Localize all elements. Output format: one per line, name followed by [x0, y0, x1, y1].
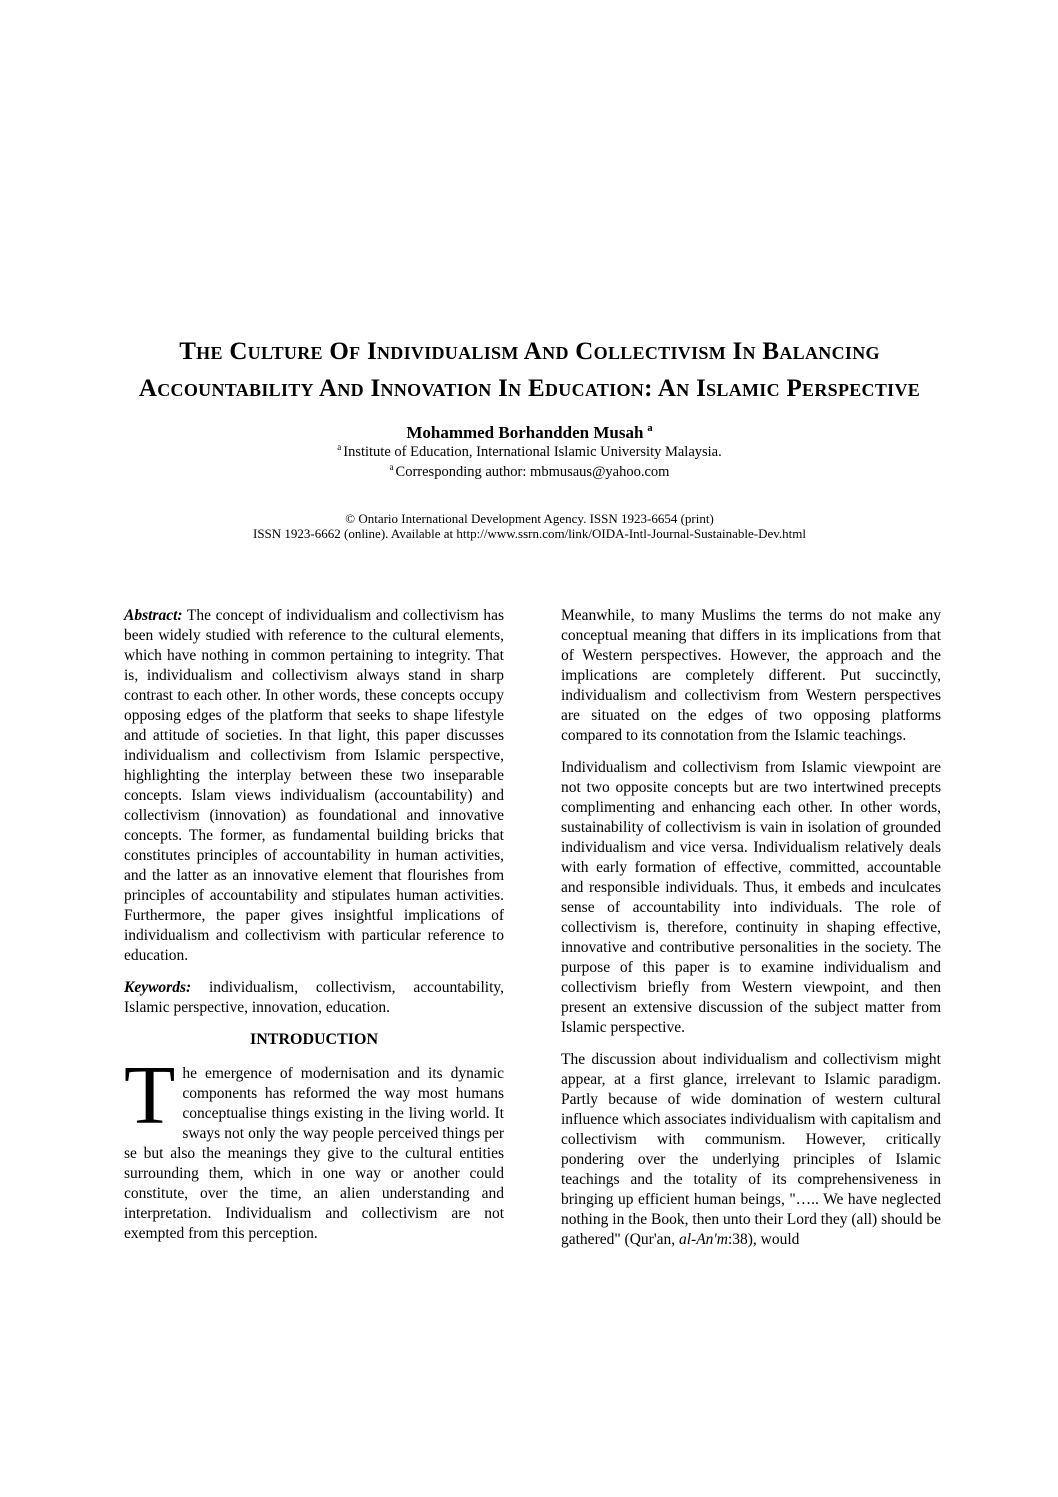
keywords-text: individualism, collectivism, accountability, Islamic perspective, innovation, education. — [124, 979, 504, 1016]
intro-dropcap: T — [124, 1049, 176, 1142]
publisher-block — [121, 511, 938, 541]
body-paragraph-islamic-viewpoint: Individualism and collectivism from Islamic viewpoint are not two opposite concepts but are two intertwined precepts complimenting and enhancing each other. In other words, sustainability of collectivism is vain in isolation of grounded individualism and vice versa. Individualism relatively deals with early formation of effective, committed, accountable and responsible individuals. Thus, it embeds and inculcates sense of accountability into individuals. The role of collectivism is, therefore, continuity in shaping effective, innovative and contributive personalities in the society. The purpose of this paper is to examine individualism and collectivism briefly from Western viewpoint, and then present an extensive discussion of the subject matter from Islamic perspective. — [561, 759, 941, 1036]
introduction-paragraph — [124, 1049, 504, 1244]
body-paragraph-discussion — [561, 1050, 941, 1250]
author-name: Mohammed Borhandden Musah — [406, 423, 644, 442]
paper-title: The Culture Of Individualism And Collectivism In Balancing Accountability And Innovation In Education: An Islamic Perspective — [138, 338, 921, 402]
section-heading-introduction: INTRODUCTION — [249, 1031, 378, 1048]
discussion-text-end: :38), would — [727, 1231, 800, 1248]
abstract-paragraph — [124, 606, 504, 966]
author-line — [121, 423, 938, 443]
corresponding-text: Corresponding author: mbmusaus@yahoo.com — [395, 463, 670, 480]
affiliation-text: Institute of Education, International Islamic University Malaysia. — [343, 444, 722, 460]
intro-text: he emergence of modernisation and its dynamic components has reformed the way most humans conceptualise things existing in the living world. It sways not only the way people perceived things per se but also the meanings they give to the cultural entities surrounding them, which in one way or another could constitute, over the time, an alien understanding and interpretation. Individualism and collectivism are not exempted from this perception. — [124, 1065, 504, 1242]
author-superscript: a — [647, 423, 653, 435]
corresponding-author-line — [121, 463, 938, 483]
affiliation-superscript: a — [337, 442, 342, 453]
two-column-body — [124, 606, 941, 1262]
keywords-paragraph — [124, 978, 504, 1018]
right-column — [561, 606, 941, 1262]
publisher-line-1: © Ontario International Development Agency. ISSN 1923-6654 (print) — [345, 511, 714, 526]
quran-citation-italic: al-An'm — [679, 1231, 728, 1248]
publisher-line-2: ISSN 1923-6662 (online). Available at http://www.ssrn.com/link/OIDA-Intl-Journal-Sustainable-Dev.html — [252, 526, 806, 541]
left-column — [124, 606, 504, 1262]
body-paragraph-western-terms: Meanwhile, to many Muslims the terms do not make any conceptual meaning that differs in its implications from that of Western perspectives. However, the approach and the implications are completely different. Put succinctly, individualism and collectivism from Western perspectives are situated on the edges of two opposing platforms compared to its connotation from the Islamic teachings. — [561, 607, 941, 744]
corresponding-superscript: a — [389, 461, 394, 472]
abstract-label: Abstract: — [124, 607, 183, 624]
abstract-text: The concept of individualism and collectivism has been widely studied with reference to the cultural elements, which have nothing in common pertaining to integrity. That is, individualism and collectivism always stand in sharp contrast to each other. In other words, these concepts occupy opposing edges of the platform that seeks to shape lifestyle and attitude of societies. In that light, this paper discusses individualism and collectivism from Islamic perspective, highlighting the interplay between these two inseparable concepts. Islam views individualism (accountability) and collectivism (innovation) as foundational and innovative concepts. The former, as fundamental building bricks that constitutes principles of accountability in human activities, and the latter as an innovative element that flourishes from principles of accountability and stipulates human activities. Furthermore, the paper gives insightful implications of individualism and collectivism with particular reference to education. — [124, 607, 504, 964]
keywords-label: Keywords: — [124, 979, 192, 996]
paper-header — [121, 333, 938, 541]
discussion-text-start: The discussion about individualism and collectivism might appear, at a first glance, irrelevant to Islamic paradigm. Partly because of wide domination of western cultural influence which associates individualism with capitalism and collectivism with communism. However, critically pondering over the underlying principles of Islamic teachings and the totality of its comprehensiveness in bringing up efficient human beings, "….. We have neglected nothing in the Book, then unto their Lord they (all) should be gathered" (Qur'an, — [561, 1051, 941, 1248]
affiliation-line — [121, 443, 938, 463]
